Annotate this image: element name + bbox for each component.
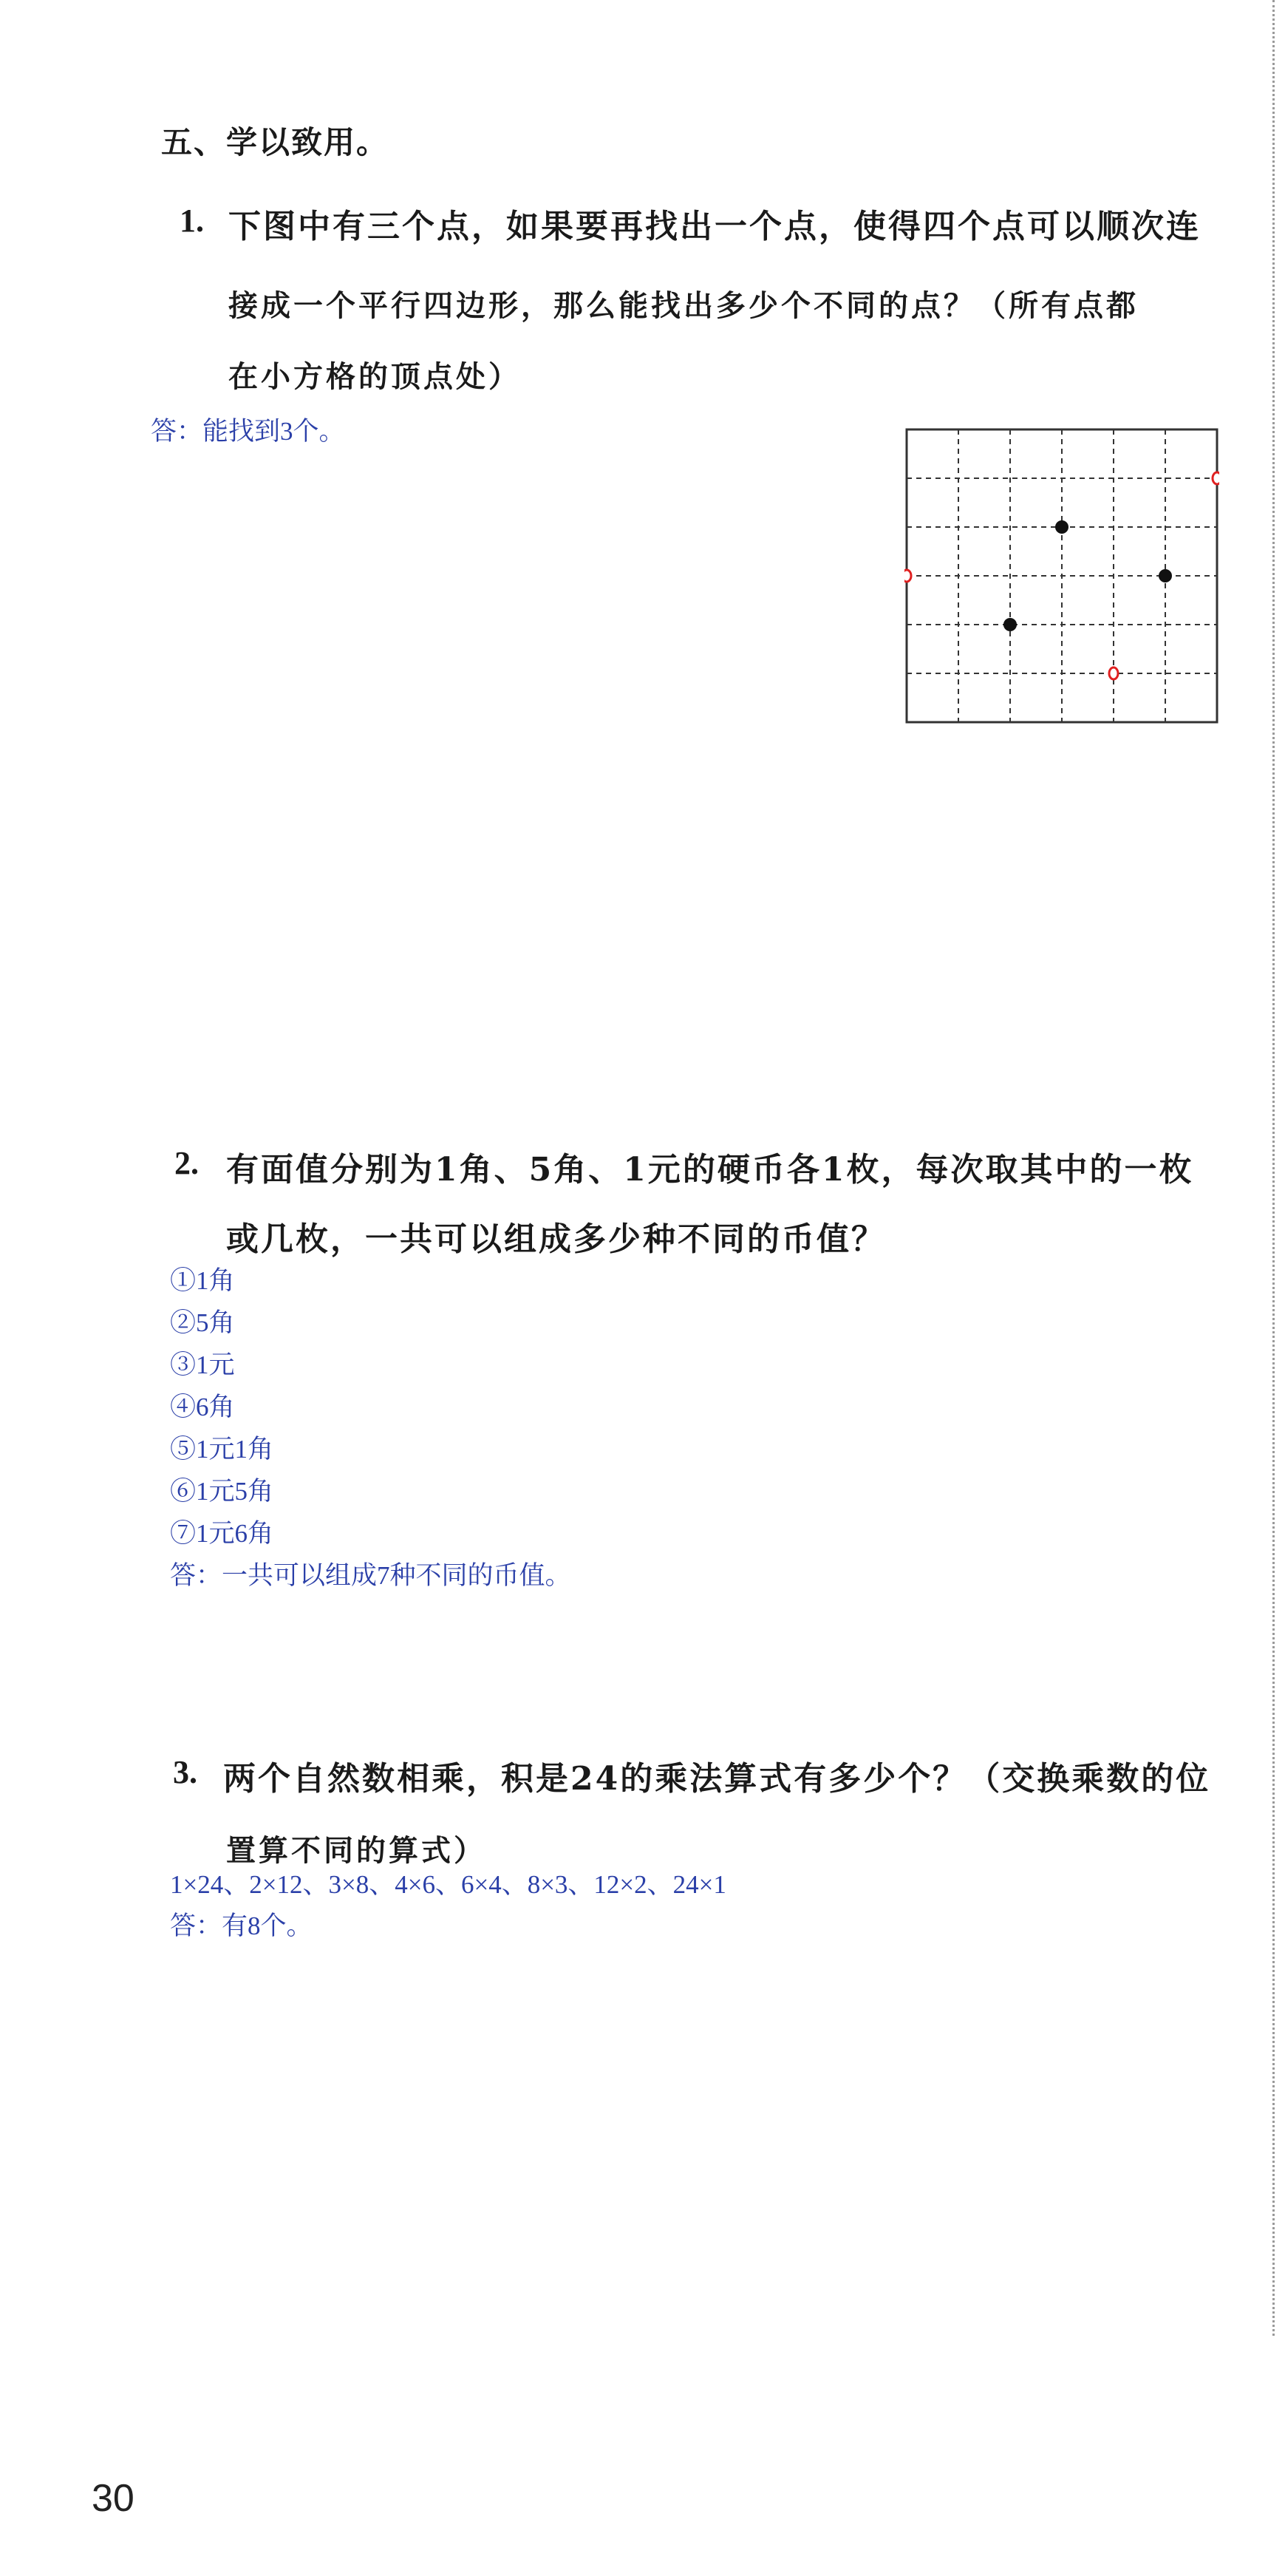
answer-point [1213,472,1219,484]
q3-expressions: 1×24、2×12、3×8、4×6、6×4、8×3、12×2、24×1 [170,1870,726,1899]
q3-number: 3. [173,1754,197,1790]
dot-grid-figure [904,427,1219,724]
q2-item-2: ②5角 [170,1308,235,1337]
q1-line-1: 下图中有三个点，如果要再找出一个点，使得四个点可以顺次连 [228,208,1201,245]
q2-line-1: 有面值分别为1角、5角、1元的硬币各1枚，每次取其中的一枚 [226,1151,1194,1189]
section-title: 五、学以致用。 [161,124,389,160]
q2-item-7: ⑦1元6角 [170,1519,274,1548]
q1-number: 1. [180,203,204,239]
q2-item-3: ③1元 [170,1350,235,1379]
q1-answer: 答：能找到3个。 [151,417,345,446]
given-point [1159,569,1172,582]
q2-line-2: 或几枚，一共可以组成多少种不同的币值？ [226,1220,886,1258]
q2-item-5: ⑤1元1角 [170,1435,274,1464]
given-point [1055,520,1068,534]
q2-item-6: ⑥1元5角 [170,1477,274,1506]
answer-point [904,570,911,582]
q3-line-2: 置算不同的算式） [226,1833,486,1868]
given-point [1003,618,1017,631]
q1-line-3: 在小方格的顶点处） [228,359,521,394]
q2-item-1: ①1角 [170,1266,235,1295]
q3-line-1: 两个自然数相乘，积是24的乘法算式有多少个？（交换乘数的位 [223,1760,1211,1798]
q2-answer: 答：一共可以组成7种不同的币值。 [170,1561,571,1590]
answer-point [1109,667,1118,679]
q1-line-2: 接成一个平行四边形，那么能找出多少个不同的点？（所有点都 [228,288,1139,323]
q2-number: 2. [174,1145,199,1181]
q3-answer: 答：有8个。 [170,1911,313,1940]
page-number: 30 [92,2477,134,2520]
grid-svg [904,427,1219,724]
q2-item-4: ④6角 [170,1393,235,1421]
page-binding-edge [1272,0,1275,2336]
